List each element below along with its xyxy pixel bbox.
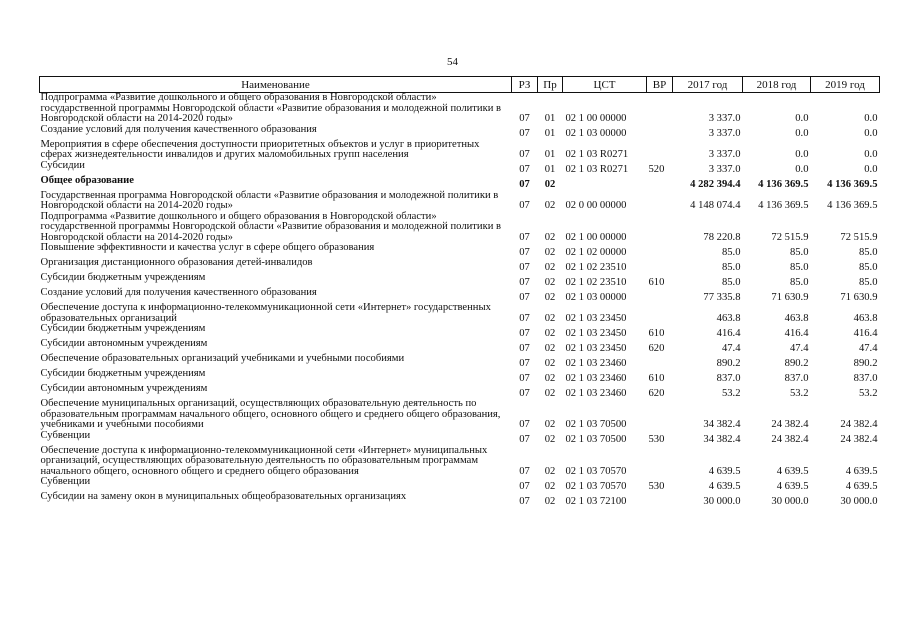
cell-2018: 30 000.0 xyxy=(771,495,809,507)
cell-name: Субвенции xyxy=(40,429,91,441)
cell-cst: 02 1 03 70500 xyxy=(565,419,627,430)
cell-rz: 07 xyxy=(519,291,530,303)
cell-rz: 07 xyxy=(519,327,530,339)
cell-2017: 53.2 xyxy=(721,387,741,399)
cell-cst: 02 1 03 70500 xyxy=(565,434,627,445)
cell-vr xyxy=(647,93,673,125)
cell-rz: 07 xyxy=(519,231,530,243)
cell-vr xyxy=(647,399,673,431)
cell-2019: 890.2 xyxy=(853,357,878,369)
cell-vr xyxy=(647,125,673,140)
cell-pr: 02 xyxy=(544,387,556,399)
cell-pr: 02 xyxy=(544,312,556,324)
cell-2019: 53.2 xyxy=(858,387,878,399)
cell-vr xyxy=(647,354,673,369)
cell-pr: 02 xyxy=(544,342,556,354)
cell-2017: 3 337.0 xyxy=(708,164,741,175)
cell-cst: 02 1 03 70570 xyxy=(565,480,627,492)
cell-rz: 07 xyxy=(519,480,530,492)
column-header-name: Наименование xyxy=(40,77,512,93)
cell-2018: 0.0 xyxy=(795,149,809,160)
cell-2019: 0.0 xyxy=(864,128,878,139)
cell-2018: 24 382.4 xyxy=(771,434,809,445)
cell-rz: 07 xyxy=(519,164,530,175)
cell-cst: 02 1 03 R0271 xyxy=(565,164,629,175)
cell-name: Обеспечение образовательных организаций учебниками и учебными пособиями xyxy=(40,353,405,364)
table-row xyxy=(40,93,880,125)
cell-vr xyxy=(647,212,673,244)
cell-2017: 34 382.4 xyxy=(703,419,741,430)
cell-cst: 02 1 02 00000 xyxy=(565,246,627,258)
cell-2018: 463.8 xyxy=(784,312,809,324)
table-row xyxy=(40,212,880,244)
cell-rz: 07 xyxy=(519,465,530,477)
cell-pr: 02 xyxy=(544,434,556,445)
cell-2017: 4 282 394.4 xyxy=(690,179,741,190)
cell-rz: 07 xyxy=(519,434,530,445)
cell-vr: 530 xyxy=(648,434,665,445)
table-row xyxy=(40,369,880,384)
cell-2017: 4 639.5 xyxy=(708,480,741,492)
cell-2017: 77 335.8 xyxy=(703,291,741,303)
cell-2019: 4 639.5 xyxy=(845,480,878,492)
cell-pr: 02 xyxy=(544,465,556,477)
cell-rz: 07 xyxy=(519,149,530,160)
cell-2019: 72 515.9 xyxy=(840,231,878,243)
cell-rz: 07 xyxy=(519,200,530,211)
cell-pr: 02 xyxy=(544,419,556,430)
cell-2017: 78 220.8 xyxy=(703,231,741,243)
cell-2018: 0.0 xyxy=(795,164,809,175)
cell-pr: 02 xyxy=(544,291,556,303)
cell-2018: 0.0 xyxy=(795,128,809,139)
cell-name: Субсидии бюджетным учреждениям xyxy=(40,368,206,379)
cell-2017: 30 000.0 xyxy=(703,495,741,507)
column-header-2018: 2018 год xyxy=(743,77,811,93)
cell-pr: 02 xyxy=(544,327,556,339)
cell-rz: 07 xyxy=(519,276,530,288)
cell-2017: 4 148 074.4 xyxy=(690,200,741,211)
cell-2017: 3 337.0 xyxy=(708,113,741,124)
cell-cst: 02 1 03 00000 xyxy=(565,291,627,303)
cell-name: Обеспечение муниципальных организаций, осуществляющих образовательную деятельность по образовательным программам начального общего, основного общего и среднего общего образования, учебниками и учебными пособиями xyxy=(40,398,501,430)
cell-cst: 02 1 00 00000 xyxy=(565,231,627,243)
cell-name: Субсидии бюджетным учреждениям xyxy=(40,272,206,283)
cell-2017: 47.4 xyxy=(721,342,741,354)
cell-vr xyxy=(647,140,673,161)
cell-cst: 02 1 02 23510 xyxy=(565,276,627,288)
cell-rz: 07 xyxy=(519,246,530,258)
cell-2018: 72 515.9 xyxy=(771,231,809,243)
cell-vr xyxy=(647,288,673,303)
cell-2017: 3 337.0 xyxy=(708,128,741,139)
cell-2017: 85.0 xyxy=(721,261,741,273)
cell-pr: 01 xyxy=(544,113,556,124)
cell-2018: 4 136 369.5 xyxy=(758,179,809,190)
cell-2019: 0.0 xyxy=(864,113,878,124)
cell-name: Подпрограмма «Развитие дошкольного и общего образования в Новгородской области» государственной программы Новгородской области «Развитие образования и молодежной политики в Новгородской области на 2014-2020 годы» xyxy=(40,210,502,243)
cell-2018: 24 382.4 xyxy=(771,419,809,430)
cell-2017: 416.4 xyxy=(716,327,741,339)
cell-2017: 837.0 xyxy=(716,372,741,384)
cell-name: Субвенции xyxy=(40,476,91,487)
cell-2017: 890.2 xyxy=(716,357,741,369)
cell-cst: 02 1 03 00000 xyxy=(565,128,627,139)
cell-pr: 02 xyxy=(544,179,556,190)
table-row xyxy=(40,384,880,399)
cell-name: Общее образование xyxy=(40,174,134,186)
cell-name: Повышение эффективности и качества услуг в сфере общего образования xyxy=(40,242,375,253)
cell-2018: 85.0 xyxy=(789,261,809,273)
table-row xyxy=(40,431,880,446)
cell-name: Государственная программа Новгородской области «Развитие образования и молодежной политики в Новгородской области на 2014-2020 годы» xyxy=(40,189,499,211)
cell-vr: 620 xyxy=(648,342,665,354)
cell-pr: 02 xyxy=(544,246,556,258)
cell-cst: 02 1 02 23510 xyxy=(565,261,627,273)
cell-rz: 07 xyxy=(519,261,530,273)
cell-name: Субсидии xyxy=(40,159,85,171)
cell-cst: 02 1 03 72100 xyxy=(565,495,627,507)
cell-vr xyxy=(647,303,673,324)
table-row xyxy=(40,399,880,431)
table-row xyxy=(40,354,880,369)
cell-cst: 02 1 03 70570 xyxy=(565,465,627,477)
cell-2019: 24 382.4 xyxy=(840,434,878,445)
cell-2018: 837.0 xyxy=(784,372,809,384)
cell-2019: 71 630.9 xyxy=(840,291,878,303)
cell-pr: 01 xyxy=(544,128,556,139)
cell-2019: 4 639.5 xyxy=(845,465,878,477)
cell-rz: 07 xyxy=(519,419,530,430)
cell-2018: 4 136 369.5 xyxy=(758,200,809,211)
column-header-2019: 2019 год xyxy=(811,77,880,93)
cell-rz: 07 xyxy=(519,357,530,369)
cell-pr: 02 xyxy=(544,480,556,492)
cell-cst: 02 1 03 23450 xyxy=(565,342,627,354)
cell-pr: 01 xyxy=(544,164,556,175)
cell-2019: 4 136 369.5 xyxy=(827,179,878,190)
cell-2017: 85.0 xyxy=(721,276,741,288)
table-row xyxy=(40,140,880,161)
table-row xyxy=(40,288,880,303)
cell-vr: 520 xyxy=(648,164,665,175)
cell-cst: 02 1 03 23450 xyxy=(565,312,627,324)
table-row xyxy=(40,492,880,507)
cell-2019: 4 136 369.5 xyxy=(827,200,878,211)
cell-2018: 0.0 xyxy=(795,113,809,124)
cell-2018: 4 639.5 xyxy=(776,465,809,477)
table-row xyxy=(40,324,880,339)
cell-2019: 47.4 xyxy=(858,342,878,354)
cell-rz: 07 xyxy=(519,342,530,354)
cell-name: Субсидии автономным учреждениям xyxy=(40,338,208,349)
cell-pr: 02 xyxy=(544,276,556,288)
cell-vr xyxy=(647,191,673,212)
cell-2017: 85.0 xyxy=(721,246,741,258)
column-header-cst: ЦСТ xyxy=(563,77,647,93)
cell-cst: 02 1 03 23460 xyxy=(565,357,627,369)
budget-table xyxy=(39,76,880,507)
column-header-rz: РЗ xyxy=(512,77,538,93)
table-row xyxy=(40,273,880,288)
cell-2018: 47.4 xyxy=(789,342,809,354)
cell-pr: 02 xyxy=(544,231,556,243)
cell-rz: 07 xyxy=(519,312,530,324)
cell-name: Организация дистанционного образования детей-инвалидов xyxy=(40,257,313,268)
cell-2017: 463.8 xyxy=(716,312,741,324)
column-header-2017: 2017 год xyxy=(673,77,743,93)
cell-pr: 02 xyxy=(544,495,556,507)
table-row xyxy=(40,125,880,140)
cell-vr xyxy=(647,258,673,273)
cell-cst: 02 1 00 00000 xyxy=(565,113,627,124)
column-header-pr: Пр xyxy=(538,77,563,93)
cell-name: Мероприятия в сфере обеспечения доступности приоритетных объектов и услуг в приоритетных сферах жизнедеятельности инвалидов и других маломобильных групп населения xyxy=(40,138,480,160)
table-body xyxy=(40,93,880,508)
cell-name: Субсидии бюджетным учреждениям xyxy=(40,323,206,334)
cell-2019: 85.0 xyxy=(858,261,878,273)
cell-2017: 34 382.4 xyxy=(703,434,741,445)
cell-rz: 07 xyxy=(519,372,530,384)
cell-pr: 02 xyxy=(544,372,556,384)
cell-2019: 0.0 xyxy=(864,149,878,160)
cell-pr: 02 xyxy=(544,357,556,369)
cell-name: Обеспечение доступа к информационно-телекоммуникационной сети «Интернет» государственных образовательных организаций xyxy=(40,302,491,324)
cell-cst: 02 1 03 23450 xyxy=(565,327,627,339)
cell-cst: 02 1 03 23460 xyxy=(565,387,627,399)
cell-2019: 837.0 xyxy=(853,372,878,384)
cell-2019: 0.0 xyxy=(864,164,878,175)
cell-pr: 02 xyxy=(544,200,556,211)
cell-2019: 30 000.0 xyxy=(840,495,878,507)
cell-vr: 610 xyxy=(648,327,665,339)
cell-2019: 463.8 xyxy=(853,312,878,324)
cell-vr xyxy=(647,492,673,507)
cell-name: Подпрограмма «Развитие дошкольного и общего образования в Новгородской области» государственной программы Новгородской области «Развитие образования и молодежной политики в Новгородской области на 2014-2020 годы» xyxy=(40,92,502,124)
cell-pr: 01 xyxy=(544,149,556,160)
cell-rz: 07 xyxy=(519,128,530,139)
cell-2018: 890.2 xyxy=(784,357,809,369)
cell-vr: 610 xyxy=(648,276,665,288)
table-row xyxy=(40,446,880,478)
cell-2019: 24 382.4 xyxy=(840,419,878,430)
cell-vr xyxy=(647,243,673,258)
page-number: 54 xyxy=(447,56,458,68)
cell-name: Обеспечение доступа к информационно-телекоммуникационной сети «Интернет» муниципальных организаций, осуществляющих образовательную деятельность по образовательным программам начального общего, основного общего и среднего общего образования xyxy=(40,444,488,477)
cell-cst: 02 0 00 00000 xyxy=(565,200,627,211)
cell-vr xyxy=(647,446,673,478)
cell-name: Создание условий для получения качественного образования xyxy=(40,287,317,298)
table-row xyxy=(40,243,880,258)
cell-name: Создание условий для получения качественного образования xyxy=(40,123,317,135)
cell-rz: 07 xyxy=(519,179,530,190)
table-row xyxy=(40,161,880,176)
cell-2018: 71 630.9 xyxy=(771,291,809,303)
cell-name: Субсидии на замену окон в муниципальных общеобразовательных организациях xyxy=(40,491,407,502)
cell-vr: 530 xyxy=(648,480,665,492)
cell-2018: 416.4 xyxy=(784,327,809,339)
table-header-row xyxy=(40,77,880,93)
cell-2018: 85.0 xyxy=(789,246,809,258)
column-header-vr: ВР xyxy=(647,77,673,93)
cell-cst: 02 1 03 R0271 xyxy=(565,149,629,160)
cell-2017: 3 337.0 xyxy=(708,149,741,160)
cell-2018: 4 639.5 xyxy=(776,480,809,492)
cell-rz: 07 xyxy=(519,387,530,399)
cell-cst: 02 1 03 23460 xyxy=(565,372,627,384)
cell-rz: 07 xyxy=(519,113,530,124)
table-row xyxy=(40,339,880,354)
table-row xyxy=(40,191,880,212)
cell-2019: 85.0 xyxy=(858,276,878,288)
cell-2018: 53.2 xyxy=(789,387,809,399)
cell-2019: 416.4 xyxy=(853,327,878,339)
cell-2018: 85.0 xyxy=(789,276,809,288)
cell-rz: 07 xyxy=(519,495,530,507)
cell-vr: 620 xyxy=(648,387,665,399)
cell-vr xyxy=(647,176,673,191)
cell-cst xyxy=(563,176,647,191)
cell-pr: 02 xyxy=(544,261,556,273)
table-row xyxy=(40,176,880,191)
table-row xyxy=(40,303,880,324)
cell-2017: 4 639.5 xyxy=(708,465,741,477)
table-row xyxy=(40,477,880,492)
cell-name: Субсидии автономным учреждениям xyxy=(40,383,208,394)
cell-2019: 85.0 xyxy=(858,246,878,258)
cell-vr: 610 xyxy=(648,372,665,384)
table-row xyxy=(40,258,880,273)
